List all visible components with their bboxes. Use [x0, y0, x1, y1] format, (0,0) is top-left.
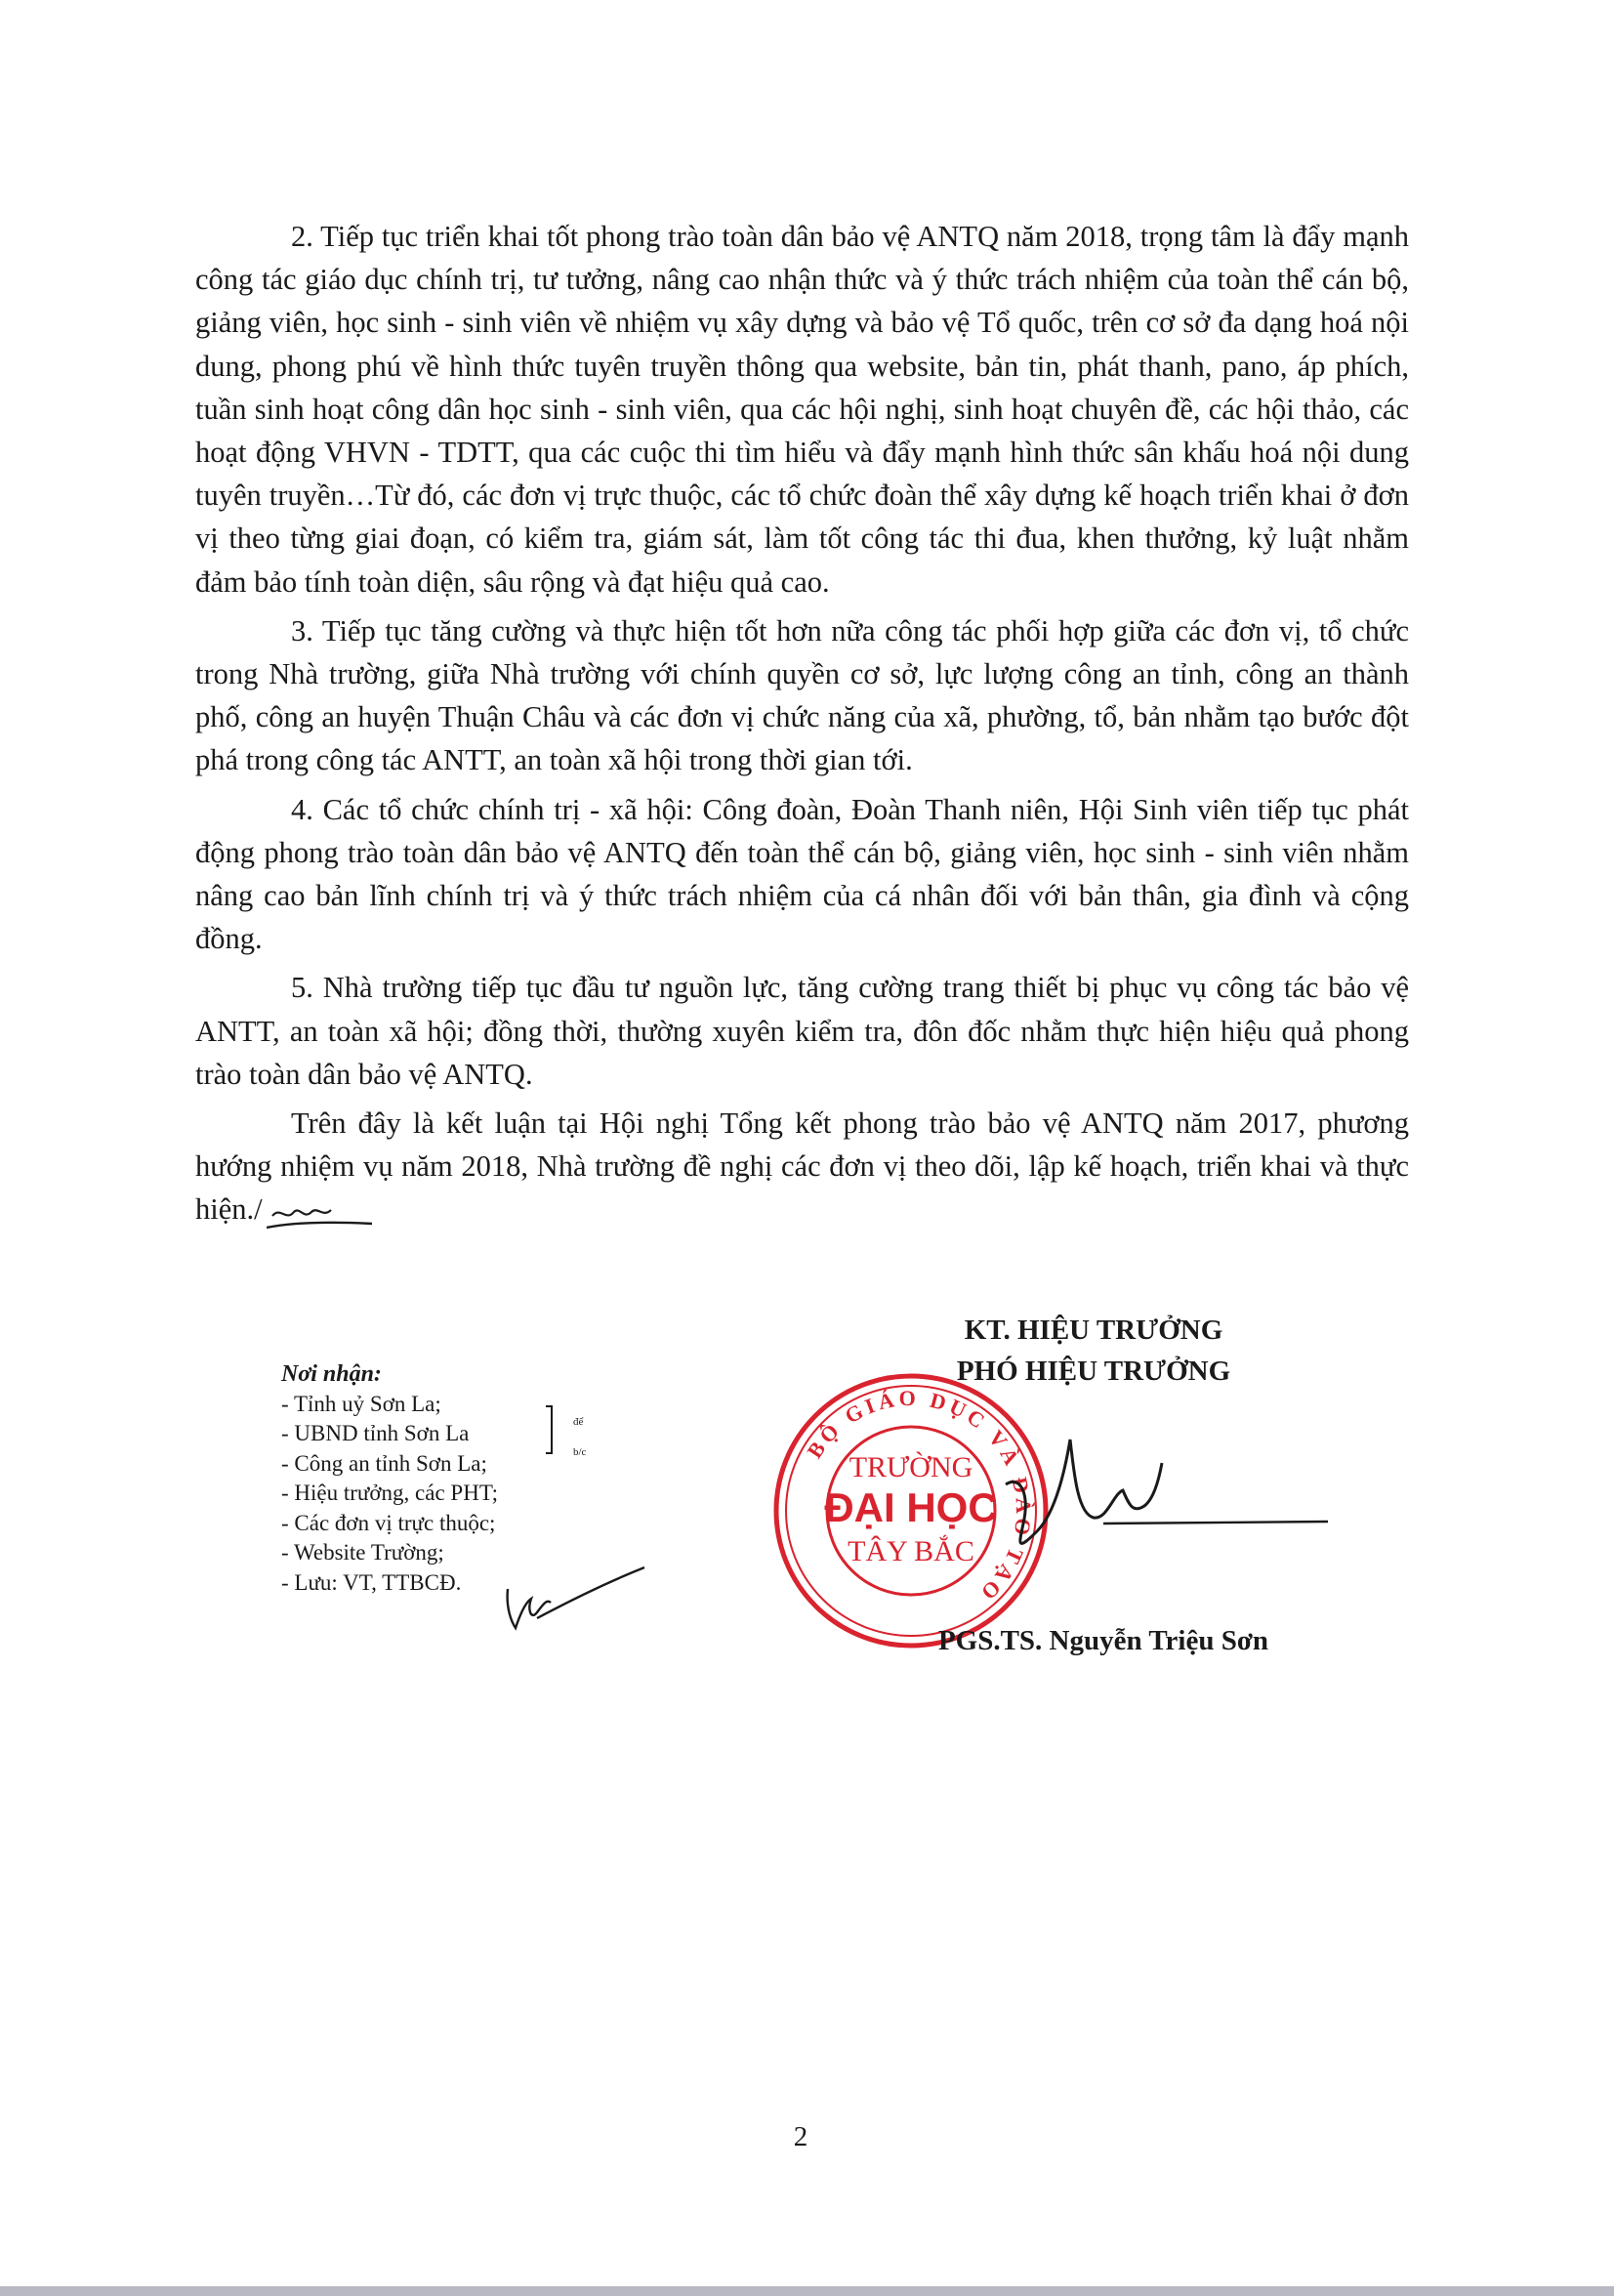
recipient-item: - Hiệu trưởng, các PHT; — [281, 1481, 498, 1505]
initial-mark-icon — [498, 1560, 654, 1638]
signer-name: PGS.TS. Nguyễn Triệu Sơn — [937, 1625, 1269, 1656]
body-text — [195, 215, 1409, 1237]
recipients-colon: : — [373, 1361, 382, 1387]
recipient-item: - UBND tỉnh Sơn La — [281, 1421, 470, 1445]
conclusion-text: Trên đây là kết luận tại Hội nghị Tổng kết phong trào bảo vệ ANTQ năm 2017, phương hướng nhiệm vụ năm 2018, Nhà trường đề nghị các đơn vị theo dõi, lập kế hoạch, triển khai và thực hiện./ — [195, 1106, 1409, 1227]
paragraph-5: 5. Nhà trường tiếp tục đầu tư nguồn lực, tăng cường trang thiết bị phục vụ công tác bảo vệ ANTT, an toàn xã hội; đồng thời, thường xuyên kiểm tra, đôn đốc nhằm thực hiện hiệu quả phong trào toàn dân bảo vệ ANTQ. — [195, 971, 1409, 1091]
recipient-item: - Lưu: VT, TTBCĐ. — [281, 1569, 462, 1595]
bracket-icon — [542, 1404, 561, 1455]
recipient-item: - Công an tỉnh Sơn La; — [281, 1450, 487, 1476]
conclusion-paragraph — [195, 1102, 1409, 1231]
recipients-heading — [281, 1359, 498, 1390]
paragraph-2: 2. Tiếp tục triển khai tốt phong trào toàn dân bảo vệ ANTQ năm 2018, trọng tâm là đẩy mạnh công tác giáo dục chính trị, tư tưởng, nâng cao nhận thức và ý thức trách nhiệm của toàn thể cán bộ, giảng viên, học sinh - sinh viên về nhiệm vụ xây dựng và bảo vệ Tổ quốc, trên cơ sở đa dạng hoá nội dung, phong phú về hình thức tuyên truyền thông qua website, bản tin, phát thanh, pano, áp phích, tuần sinh hoạt công dân học sinh - sinh viên, qua các hội nghị, sinh hoạt chuyên đề, các hội thảo, các hoạt động VHVN - TDTT, qua các cuộc thi tìm hiểu và đẩy mạnh hình thức sân khấu hoá nội dung tuyên truyền…Từ đó, các đơn vị trực thuộc, các tổ chức đoàn thể xây dựng kế hoạch triển khai ở đơn vị theo từng giai đoạn, có kiểm tra, giám sát, làm tốt công tác thi đua, khen thưởng, kỷ luật nhằm đảm bảo tính toàn diện, sâu rộng và đạt hiệu quả cao. — [195, 220, 1409, 599]
page-number: 2 — [793, 2121, 808, 2152]
handwritten-signature-icon — [976, 1416, 1338, 1611]
paragraph-4: 4. Các tổ chức chính trị - xã hội: Công đoàn, Đoàn Thanh niên, Hội Sinh viên tiếp tục phát động phong trào toàn dân bảo vệ ANTQ đến toàn thể cán bộ, giảng viên, học sinh - sinh viên nhằm nâng cao bản lĩnh chính trị và ý thức trách nhiệm của cá nhân đối với bản thân, gia đình và cộng đồng. — [195, 792, 1409, 956]
paragraph-3: 3. Tiếp tục tăng cường và thực hiện tốt hơn nữa công tác phối hợp giữa các đơn vị, tổ chức trong Nhà trường, giữa Nhà trường với chính quyền cơ sở, lực lượng công an tỉnh, công an thành phố, công an huyện Thuận Châu và các đơn vị chức năng của xã, phường, tổ, bản nhằm tạo bước đột phá trong công tác ANTT, an toàn xã hội trong thời gian tới. — [195, 613, 1409, 777]
recipient-item: - Website Trường; — [281, 1540, 444, 1565]
brace-note: để b/c — [573, 1416, 587, 1458]
recipients-block — [281, 1359, 587, 1598]
seal-line-3: TÂY BẮC — [848, 1535, 974, 1567]
signer-title: KT. HIỆU TRƯỞNG — [964, 1315, 1223, 1346]
recipient-item: - Các đơn vị trực thuộc; — [281, 1510, 496, 1535]
recipients-title: Nơi nhận — [281, 1361, 374, 1387]
seal-line-2: ĐẠI HỌC — [824, 1484, 998, 1530]
recipient-item: - Tỉnh uỷ Sơn La; — [281, 1391, 441, 1416]
initial-mark-icon — [267, 1192, 374, 1231]
seal-ring-text: BỘ GIÁO DỤC VÀ ĐÀO TẠO — [802, 1385, 1037, 1607]
scan-edge — [0, 2286, 1614, 2296]
seal-line-1: TRƯỜNG — [848, 1451, 973, 1483]
signer-position: PHÓ HIỆU TRƯỞNG — [956, 1356, 1231, 1387]
